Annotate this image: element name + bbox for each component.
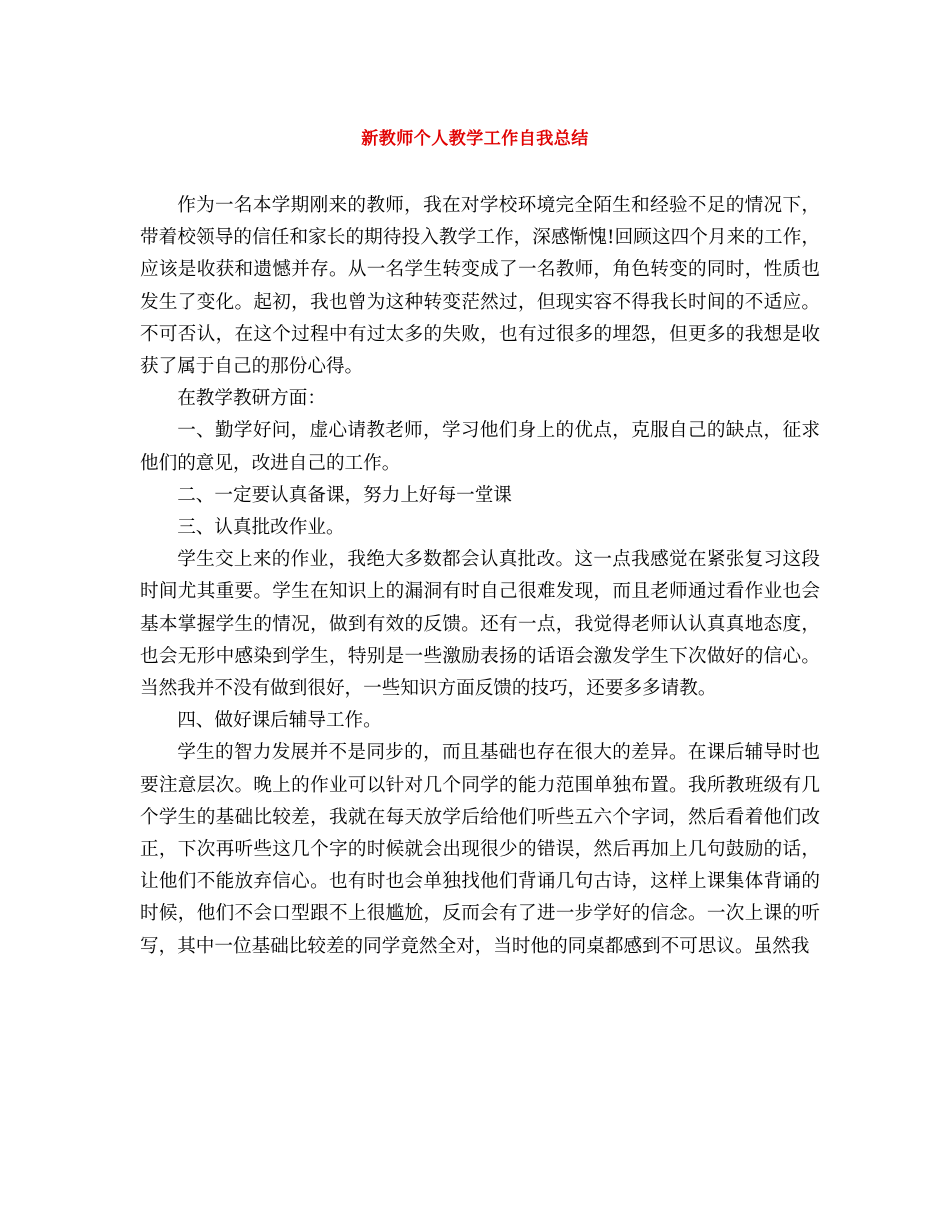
paragraph-item-three: 三、认真批改作业。 [177, 517, 345, 539]
document-title: 新教师个人教学工作自我总结 [361, 129, 589, 149]
paragraph-homework: 学生交上来的作业，我绝大多数都会认真批改。这一点我感觉在紧张复习这段时间尤其重要。学生在知识上的漏洞有时自己很难发现，而且老师通过看作业也会基本掌握学生的情况，做到有效的反馈。还有一点，我觉得老师认认真真地态度，也会无形中感染到学生，特别是一些激励表扬的话语会激发学生下次做好的信心。当然我并不没有做到很好，一些知识方面反馈的技巧，还要多多请教。 [140, 549, 820, 700]
paragraph-item-two: 二、一定要认真备课，努力上好每一堂课 [177, 484, 512, 506]
paragraph-item-one: 一、勤学好问，虚心请教老师，学习他们身上的优点，克服自己的缺点，征求他们的意见，改进自己的工作。 [140, 420, 820, 474]
paragraph-section-heading: 在教学教研方面： [177, 388, 326, 410]
document-body [140, 190, 820, 963]
paragraph-item-four: 四、做好课后辅导工作。 [177, 710, 382, 732]
paragraph-intro: 作为一名本学期刚来的教师，我在对学校环境完全陌生和经验不足的情况下，带着校领导的信任和家长的期待投入教学工作，深感惭愧!回顾这四个月来的工作，应该是收获和遗憾并存。从一名学生转变成了一名教师，角色转变的同时，性质也发生了变化。起初，我也曾为这种转变茫然过，但现实容不得我长时间的不适应。不可否认，在这个过程中有过太多的失败，也有过很多的埋怨，但更多的我想是收获了属于自己的那份心得。 [140, 195, 820, 378]
paragraph-tutoring: 学生的智力发展并不是同步的，而且基础也存在很大的差异。在课后辅导时也要注意层次。晚上的作业可以针对几个同学的能力范围单独布置。我所教班级有几个学生的基础比较差，我就在每天放学后给他们听些五六个字词，然后看着他们改正，下次再听些这几个字的时候就会出现很少的错误，然后再加上几句鼓励的话，让他们不能放弃信心。也有时也会单独找他们背诵几句古诗，这样上课集体背诵的时候，他们不会口型跟不上很尴尬，反而会有了进一步学好的信念。一次上课的听写，其中一位基础比较差的同学竟然全对，当时他的同桌都感到不可思议。虽然我 [140, 742, 820, 957]
